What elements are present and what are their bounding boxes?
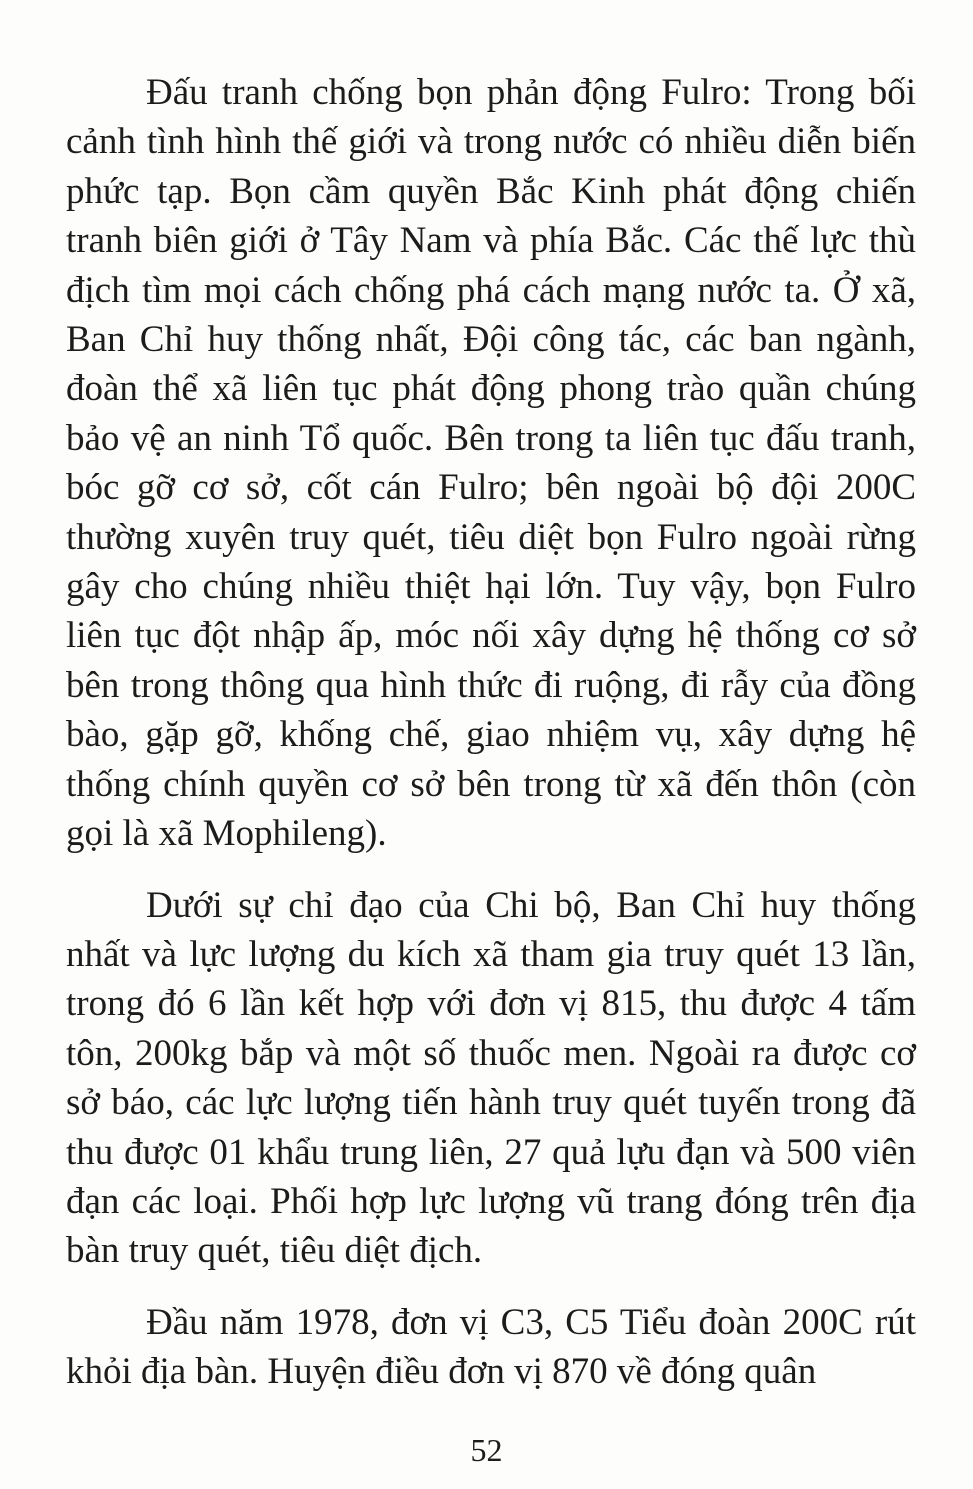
paragraph-sweep-operations: Dưới sự chỉ đạo của Chi bộ, Ban Chỉ huy thống nhất và lực lượng du kích xã tham gia truy quét 13 lần, trong đó 6 lần kết hợp với đơn vị 815, thu được 4 tấm tôn, 200kg bắp và một số thuốc men. Ngoài ra được cơ sở báo, các lực lượng tiến hành truy quét tuyến trong đã thu được 01 khẩu trung liên, 27 quả lựu đạn và 500 viên đạn các loại. Phối hợp lực lượng vũ trang đóng trên địa bàn truy quét, tiêu diệt địch. bbox=[66, 884, 916, 1272]
paragraph-early-1978: Đầu năm 1978, đơn vị C3, C5 Tiểu đoàn 200C rút khỏi địa bàn. Huyện điều đơn vị 870 về đóng quân bbox=[66, 1301, 916, 1393]
paragraph-fulro-struggle: Đấu tranh chống bọn phản động Fulro: Trong bối cảnh tình hình thế giới và trong nước có nhiều diễn biến phức tạp. Bọn cầm quyền Bắc Kinh phát động chiến tranh biên giới ở Tây Nam và phía Bắc. Các thế lực thù địch tìm mọi cách chống phá cách mạng nước ta. Ở xã, Ban Chỉ huy thống nhất, Đội công tác, các ban ngành, đoàn thể xã liên tục phát động phong trào quần chúng bảo vệ an ninh Tổ quốc. Bên trong ta liên tục đấu tranh, bóc gỡ cơ sở, cốt cán Fulro; bên ngoài bộ đội 200C thường xuyên truy quét, tiêu diệt bọn Fulro ngoài rừng gây cho chúng nhiều thiệt hại lớn. Tuy vậy, bọn Fulro liên tục đột nhập ấp, móc nối xây dựng hệ thống cơ sở bên trong thông qua hình thức đi ruộng, đi rẫy của đồng bào, gặp gỡ, khống chế, giao nhiệm vụ, xây dựng hệ thống chính quyền cơ sở bên trong từ xã đến thôn (còn gọi là xã Mophileng). bbox=[66, 72, 916, 855]
body-text bbox=[66, 68, 916, 1397]
page-number: 52 bbox=[470, 1432, 503, 1468]
